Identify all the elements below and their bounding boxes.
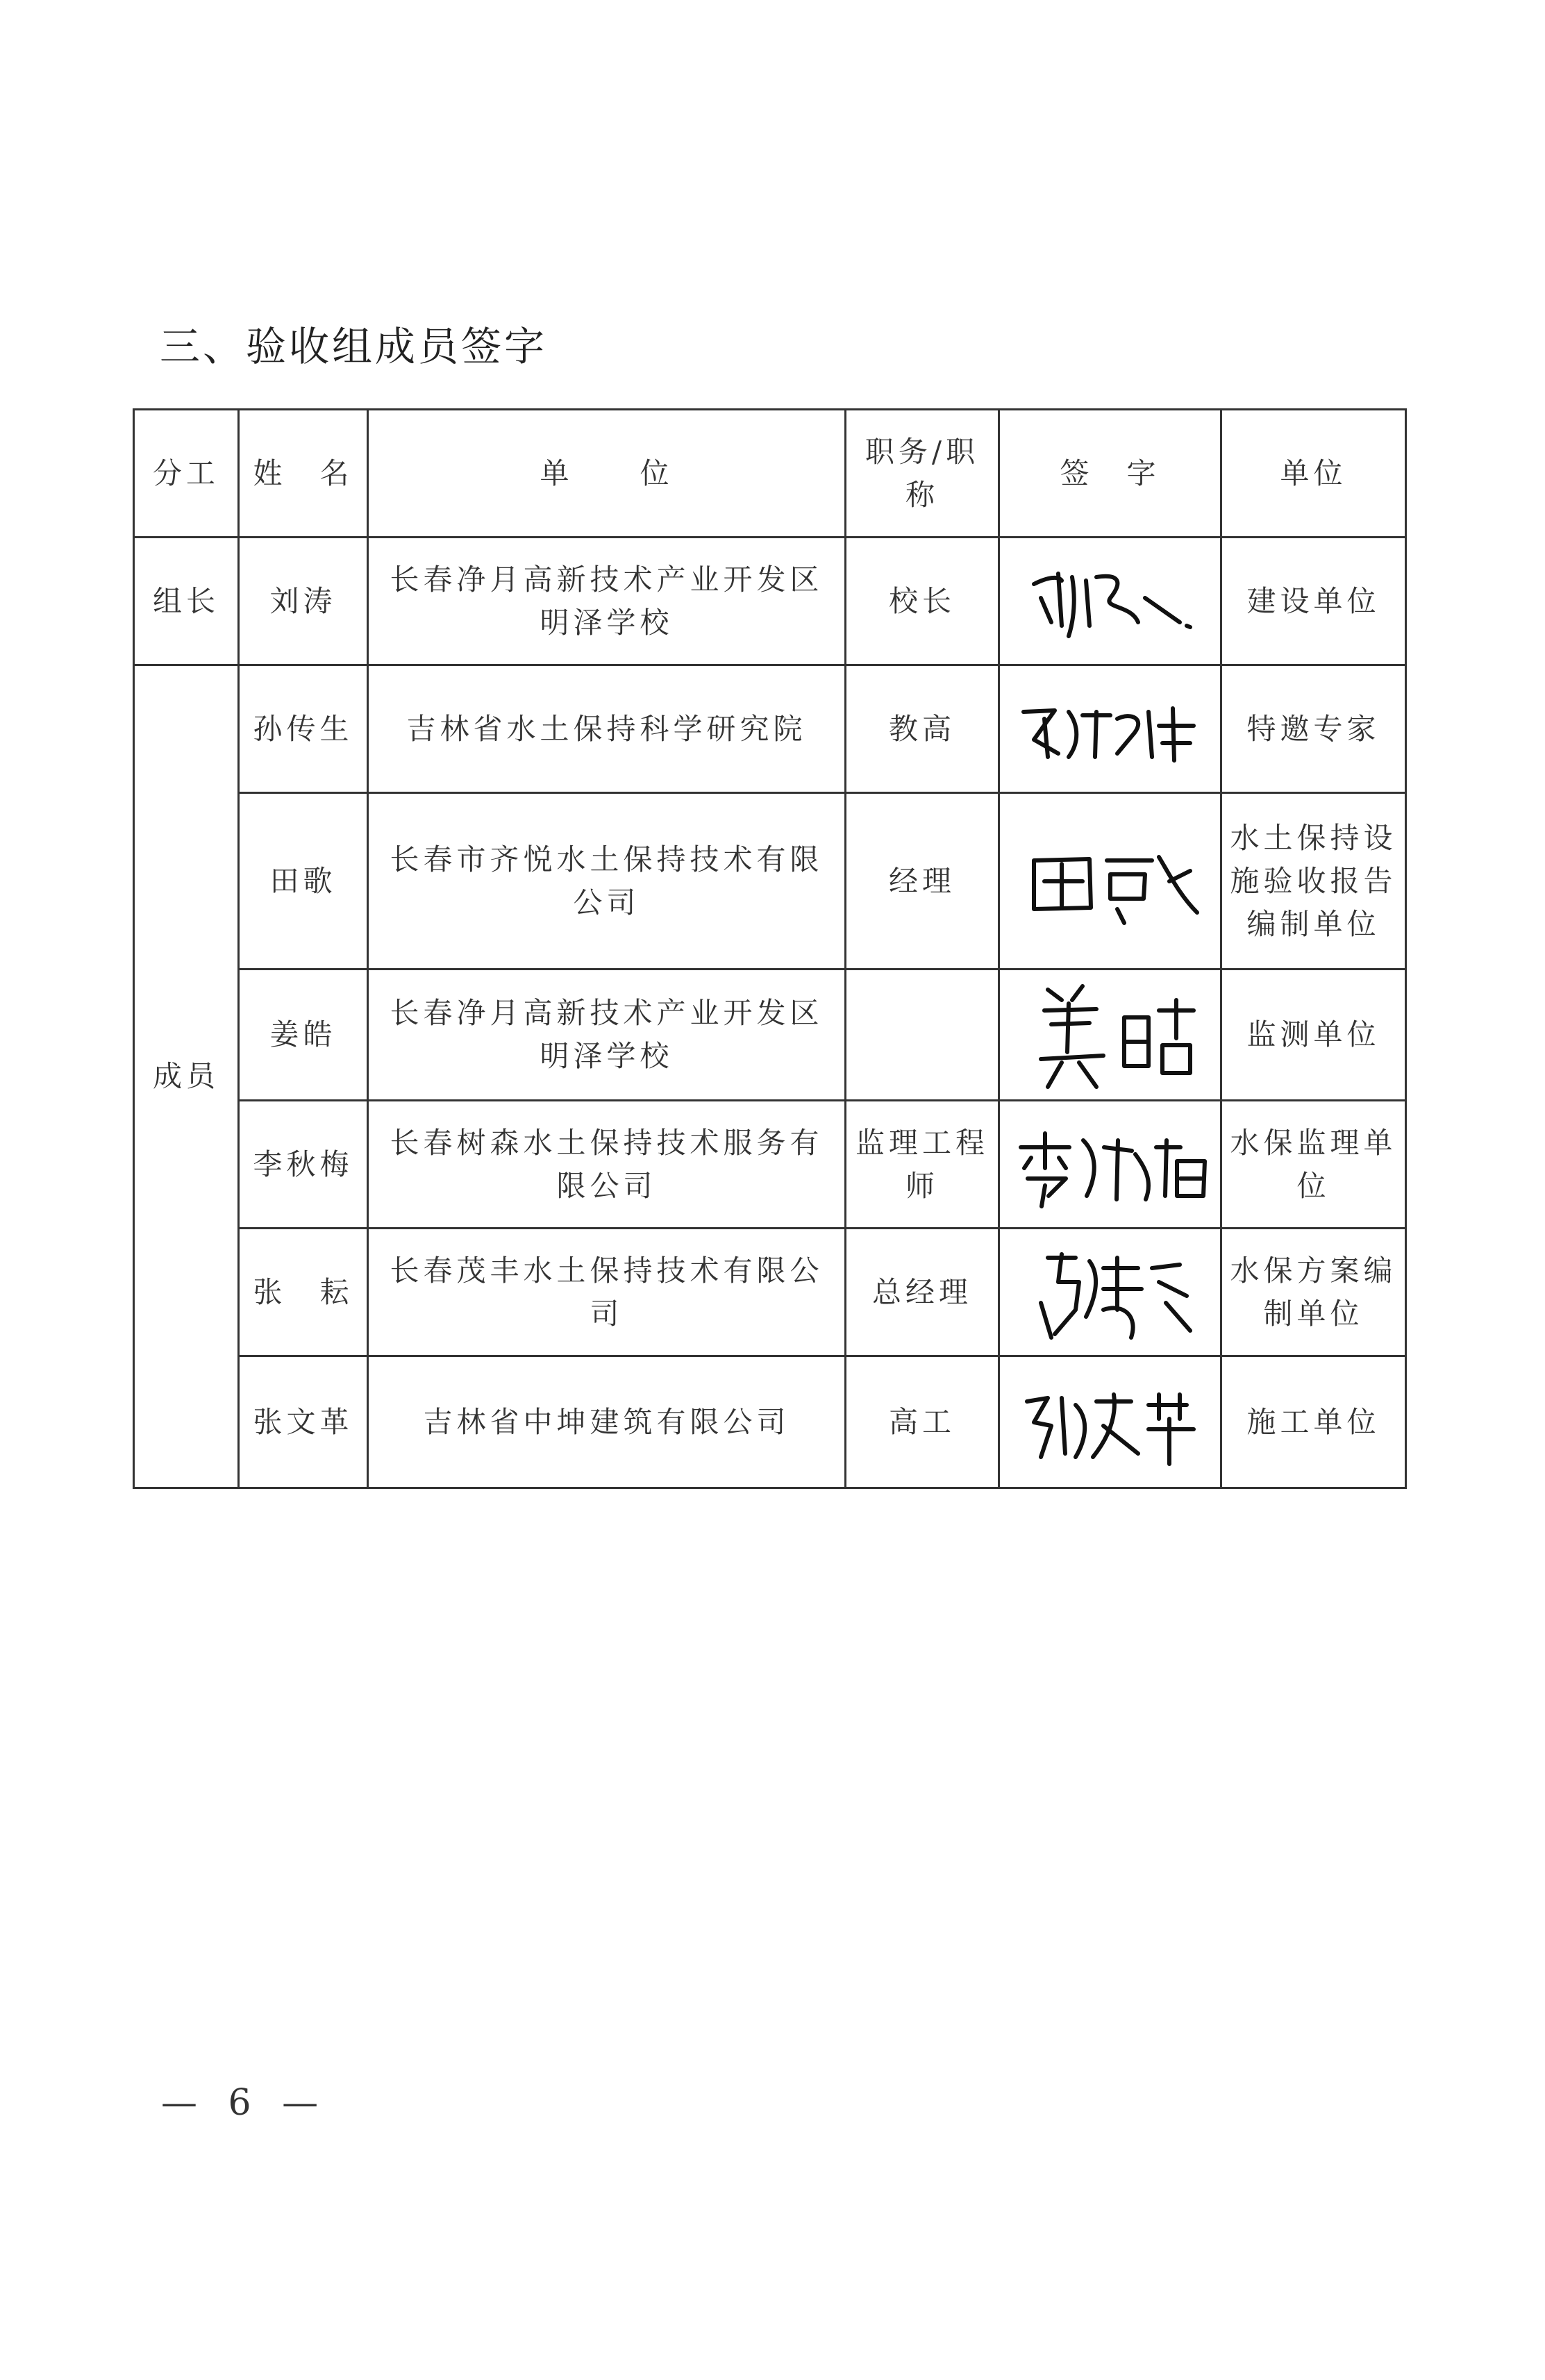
role-leader: 组长 — [134, 538, 239, 665]
signature-image — [1013, 691, 1208, 767]
member-name: 田歌 — [239, 793, 368, 970]
member-unit: 长春树森水土保持技术服务有限公司 — [368, 1101, 846, 1229]
member-signature — [999, 665, 1221, 793]
member-unit: 长春净月高新技术产业开发区明泽学校 — [368, 970, 846, 1101]
role-member: 成员 — [134, 665, 239, 1488]
member-name: 李秋梅 — [239, 1101, 368, 1229]
member-unit: 吉林省中坤建筑有限公司 — [368, 1356, 846, 1488]
header-title: 职务/职称 — [846, 410, 999, 538]
header-signature: 签 字 — [999, 410, 1221, 538]
leader-signature — [999, 538, 1221, 665]
member-unit-type: 水保监理单位 — [1221, 1101, 1406, 1229]
member-signature — [999, 1229, 1221, 1356]
member-signature — [999, 1101, 1221, 1229]
member-unit-type: 水土保持设施验收报告编制单位 — [1221, 793, 1406, 970]
member-name: 张 耘 — [239, 1229, 368, 1356]
leader-unit: 长春净月高新技术产业开发区明泽学校 — [368, 538, 846, 665]
member-unit: 长春市齐悦水土保持技术有限公司 — [368, 793, 846, 970]
signature-image — [1020, 556, 1201, 647]
leader-name: 刘涛 — [239, 538, 368, 665]
signature-image — [1013, 833, 1208, 930]
member-title: 教高 — [846, 665, 999, 793]
table-row — [134, 970, 1406, 1101]
header-unit: 单 位 — [368, 410, 846, 538]
member-unit: 吉林省水土保持科学研究院 — [368, 665, 846, 793]
member-unit: 长春茂丰水土保持技术有限公司 — [368, 1229, 846, 1356]
signature-image — [1020, 976, 1201, 1094]
table-row — [134, 665, 1406, 793]
signature-image — [1007, 1120, 1215, 1210]
table-row — [134, 793, 1406, 970]
table-row — [134, 1101, 1406, 1229]
member-name: 张文革 — [239, 1356, 368, 1488]
member-unit-type: 施工单位 — [1221, 1356, 1406, 1488]
member-name: 姜皓 — [239, 970, 368, 1101]
member-signature — [999, 1356, 1221, 1488]
member-signature — [999, 970, 1221, 1101]
member-title: 总经理 — [846, 1229, 999, 1356]
section-title: 三、验收组成员签字 — [160, 323, 548, 370]
member-title: 经理 — [846, 793, 999, 970]
table-row — [134, 1229, 1406, 1356]
member-title — [846, 970, 999, 1101]
member-signature — [999, 793, 1221, 970]
page-number: — 6 — — [161, 2082, 328, 2124]
table-row — [134, 1356, 1406, 1488]
member-name: 孙传生 — [239, 665, 368, 793]
leader-unit-type: 建设单位 — [1221, 538, 1406, 665]
member-unit-type: 特邀专家 — [1221, 665, 1406, 793]
member-title: 高工 — [846, 1356, 999, 1488]
member-title: 监理工程师 — [846, 1101, 999, 1229]
signature-table — [133, 408, 1407, 1489]
leader-title: 校长 — [846, 538, 999, 665]
header-role: 分工 — [134, 410, 239, 538]
table-row-leader — [134, 538, 1406, 665]
member-unit-type: 监测单位 — [1221, 970, 1406, 1101]
header-name: 姓 名 — [239, 410, 368, 538]
member-unit-type: 水保方案编制单位 — [1221, 1229, 1406, 1356]
signature-image — [1020, 1240, 1201, 1345]
signature-image — [1013, 1377, 1208, 1467]
header-unit-type: 单位 — [1221, 410, 1406, 538]
table-header-row — [134, 410, 1406, 538]
